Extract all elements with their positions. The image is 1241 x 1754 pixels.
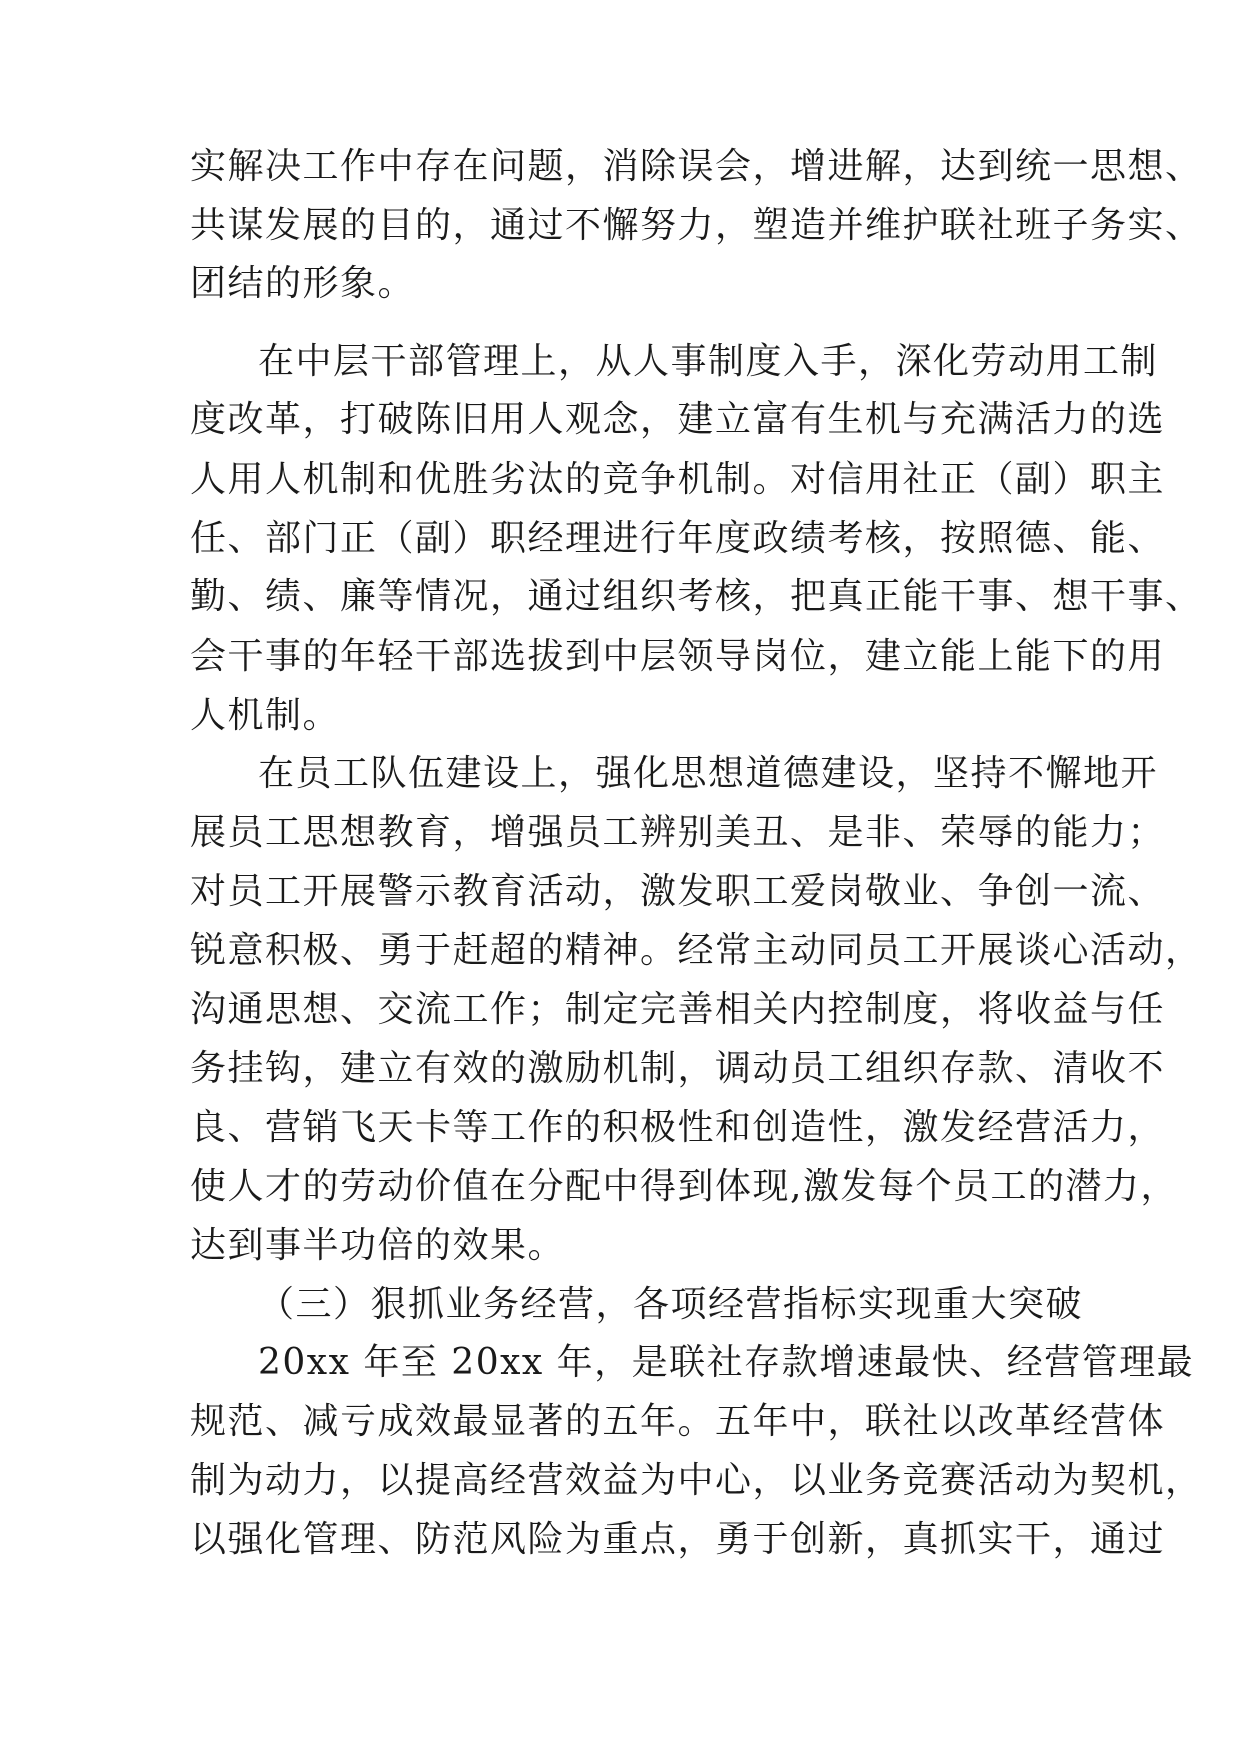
text-line: 团结的形象。 bbox=[190, 263, 416, 304]
text-line: 实解决工作中存在问题，消除误会，增进解，达到统一思想、 bbox=[190, 146, 1203, 187]
text-line: 会干事的年轻干部选拔到中层领导岗位，建立能上能下的用 bbox=[190, 636, 1166, 677]
text-line: 务挂钩，建立有效的激励机制，调动员工组织存款、清收不 bbox=[190, 1048, 1166, 1089]
text-line: 锐意积极、勇于赶超的精神。经常主动同员工开展谈心活动， bbox=[190, 930, 1203, 971]
text-line: 达到事半功倍的效果。 bbox=[190, 1225, 566, 1266]
text-line: 使人才的劳动价值在分配中得到体现,激发每个员工的潜力， bbox=[190, 1166, 1178, 1207]
text-line: 人机制。 bbox=[190, 695, 341, 736]
text-line: 良、营销飞天卡等工作的积极性和创造性，激发经营活力， bbox=[190, 1107, 1166, 1148]
section-heading: （三）狠抓业务经营，各项经营指标实现重大突破 bbox=[258, 1284, 1084, 1325]
text-line: 人用人机制和优胜劣汰的竞争机制。对信用社正（副）职主 bbox=[190, 459, 1166, 500]
text-line: 20xx 年至 20xx 年，是联社存款增速最快、经营管理最 bbox=[258, 1342, 1195, 1383]
text-line: 沟通思想、交流工作；制定完善相关内控制度，将收益与任 bbox=[190, 989, 1166, 1030]
text-line: 在员工队伍建设上，强化思想道德建设，坚持不懈地开 bbox=[258, 753, 1159, 794]
text-line: 规范、减亏成效最显著的五年。五年中，联社以改革经营体 bbox=[190, 1401, 1166, 1442]
text-line: 任、部门正（副）职经理进行年度政绩考核，按照德、能、 bbox=[190, 518, 1166, 559]
text-line: 共谋发展的目的，通过不懈努力，塑造并维护联社班子务实、 bbox=[190, 205, 1203, 246]
text-line: 对员工开展警示教育活动，激发职工爱岗敬业、争创一流、 bbox=[190, 871, 1166, 912]
text-line: 以强化管理、防范风险为重点，勇于创新，真抓实干，通过 bbox=[190, 1519, 1166, 1560]
text-line: 制为动力，以提高经营效益为中心，以业务竞赛活动为契机， bbox=[190, 1460, 1203, 1501]
text-line: 勤、绩、廉等情况，通过组织考核，把真正能干事、想干事、 bbox=[190, 576, 1203, 617]
text-line: 在中层干部管理上，从人事制度入手，深化劳动用工制 bbox=[258, 341, 1159, 382]
text-line: 度改革，打破陈旧用人观念，建立富有生机与充满活力的选 bbox=[190, 399, 1166, 440]
text-line: 展员工思想教育，增强员工辨别美丑、是非、荣辱的能力； bbox=[190, 812, 1166, 853]
